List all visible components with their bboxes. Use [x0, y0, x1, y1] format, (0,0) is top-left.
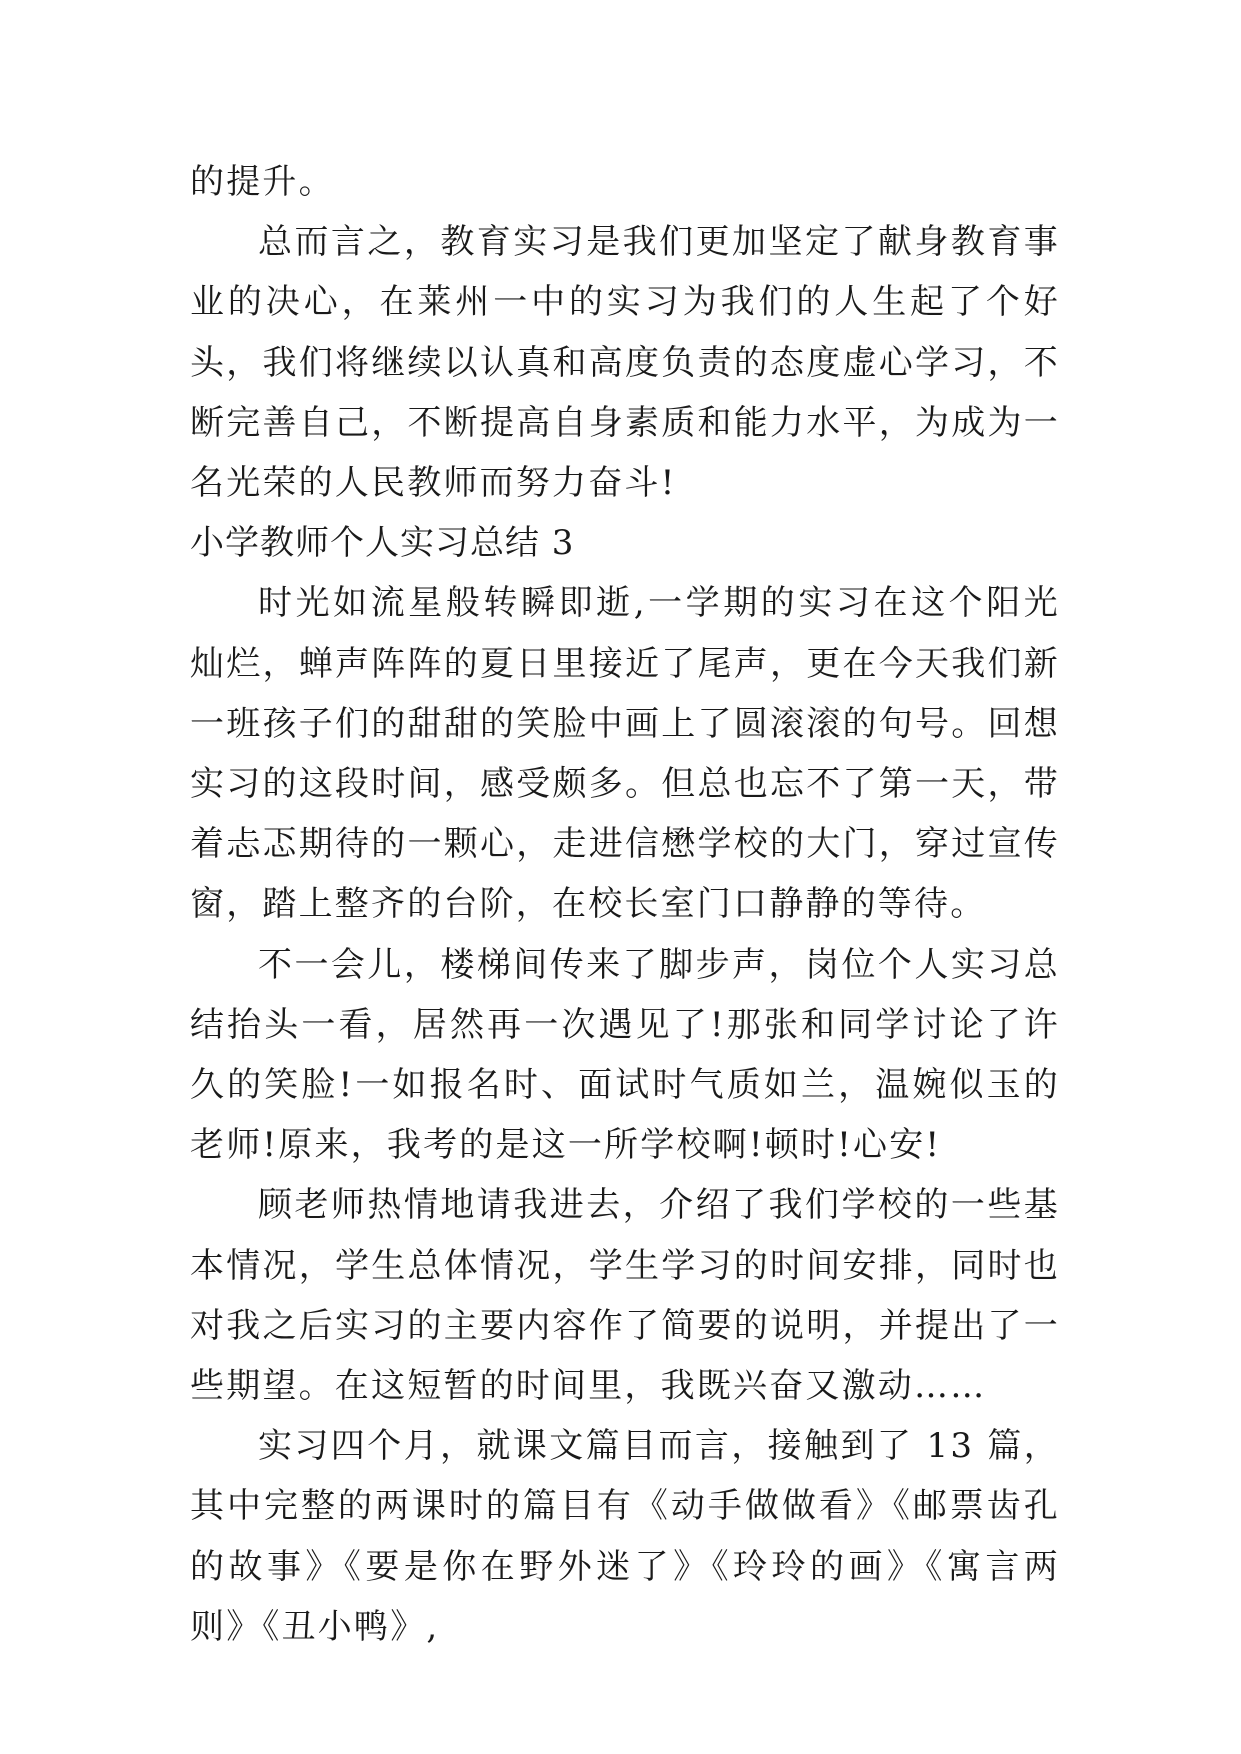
paragraph-6: 实习四个月，就课文篇目而言，接触到了 13 篇，其中完整的两课时的篇目有《动手做做看》《邮票齿孔的故事》《要是你在野外迷了》《玲玲的画》《寓言两则》《丑小鸭》, [190, 1426, 1060, 1647]
paragraph-1: 的提升。 [190, 162, 335, 202]
paragraph-3: 时光如流星般转瞬即逝,一学期的实习在这个阳光灿烂，蝉声阵阵的夏日里接近了尾声，更在今天我们新一班孩子们的甜甜的笑脸中画上了圆滚滚的句号。回想实习的这段时间，感受颇多。但总也忘不了第一天，带着忐忑期待的一颗心，走进信懋学校的大门，穿过宣传窗，踏上整齐的台阶，在校长室门口静静的等待。 [190, 583, 1060, 925]
paragraph-2: 总而言之，教育实习是我们更加坚定了献身教育事业的决心，在莱州一中的实习为我们的人生起了个好头，我们将继续以认真和高度负责的态度虚心学习，不断完善自己，不断提高自身素质和能力水平，为成为一名光荣的人民教师而努力奋斗! [190, 222, 1060, 504]
section-heading: 小学教师个人实习总结 3 [190, 523, 575, 564]
paragraph-5: 顾老师热情地请我进去，介绍了我们学校的一些基本情况，学生总体情况，学生学习的时间安排，同时也对我之后实习的主要内容作了简要的说明，并提出了一些期望。在这短暂的时间里，我既兴奋又激动…… [190, 1185, 1060, 1407]
document-body [190, 152, 1060, 1657]
paragraph-4: 不一会儿，楼梯间传来了脚步声，岗位个人实习总结抬头一看，居然再一次遇见了!那张和同学讨论了许久的笑脸!一如报名时、面试时气质如兰，温婉似玉的老师!原来，我考的是这一所学校啊!顿时!心安! [190, 944, 1060, 1166]
